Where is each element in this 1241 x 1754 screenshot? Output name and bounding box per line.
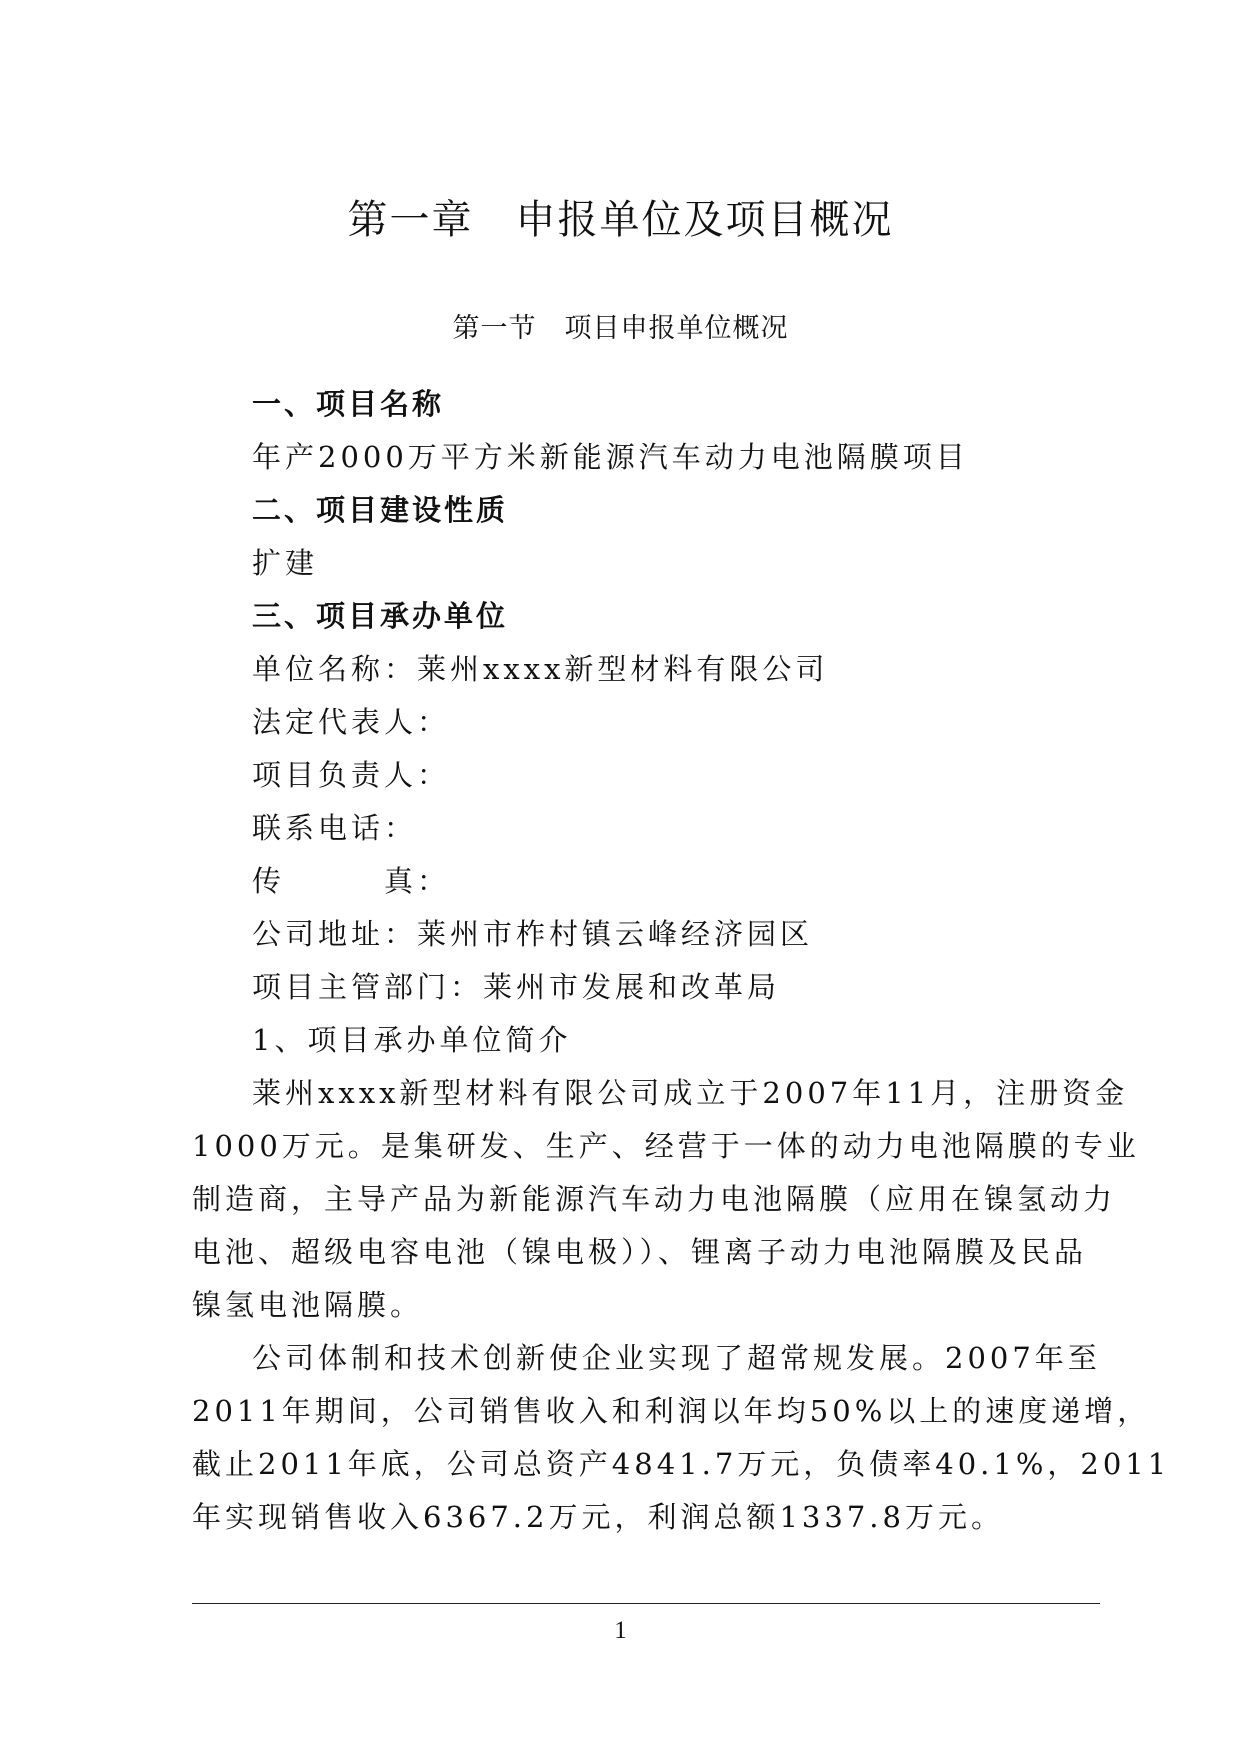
page-number: 1 bbox=[614, 1617, 627, 1644]
field-address: 公司地址：莱州市柞村镇云峰经济园区 bbox=[252, 917, 814, 951]
paragraph-2-line: 公司体制和技术创新使企业实现了超常规发展。2007年至 bbox=[252, 1341, 1101, 1375]
paragraph-2-line: 截止2011年底，公司总资产4841.7万元，负债率40.1%，2011 bbox=[192, 1447, 1171, 1481]
paragraph-1-line: 1000万元。是集研发、生产、经营于一体的动力电池隔膜的专业 bbox=[192, 1129, 1140, 1163]
paragraph-1-line: 镍氢电池隔膜。 bbox=[192, 1288, 424, 1322]
field-company-name: 单位名称：莱州xxxx新型材料有限公司 bbox=[252, 652, 829, 686]
field-authority: 项目主管部门：莱州市发展和改革局 bbox=[252, 970, 781, 1004]
paragraph-2-line: 年实现销售收入6367.2万元，利润总额1337.8万元。 bbox=[192, 1500, 1004, 1534]
project-organizer-heading: 三、项目承办单位 bbox=[252, 599, 509, 633]
field-legal-representative: 法定代表人： bbox=[252, 705, 451, 739]
paragraph-1-line: 莱州xxxx新型材料有限公司成立于2007年11月，注册资金 bbox=[252, 1076, 1129, 1110]
paragraph-1-line: 电池、超级电容电池（镍电极））、锂离子动力电池隔膜及民品 bbox=[192, 1235, 1088, 1269]
paragraph-2-line: 2011年期间，公司销售收入和利润以年均50%以上的速度递增， bbox=[192, 1394, 1151, 1428]
section-title: 第一节 项目申报单位概况 bbox=[452, 313, 789, 344]
field-project-lead: 项目负责人： bbox=[252, 758, 451, 792]
project-nature-heading: 二、项目建设性质 bbox=[252, 493, 509, 527]
project-nature-value: 扩建 bbox=[252, 546, 319, 580]
paragraph-1-line: 制造商，主导产品为新能源汽车动力电池隔膜（应用在镍氢动力 bbox=[192, 1182, 1117, 1216]
project-name-heading: 一、项目名称 bbox=[252, 387, 445, 421]
chapter-title: 第一章 申报单位及项目概况 bbox=[347, 197, 894, 243]
project-name-value: 年产2000万平方米新能源汽车动力电池隔膜项目 bbox=[252, 440, 969, 474]
field-fax: 传 真： bbox=[252, 864, 451, 898]
intro-heading: 1、项目承办单位简介 bbox=[252, 1023, 572, 1057]
footer-rule bbox=[192, 1603, 1100, 1604]
field-phone: 联系电话： bbox=[252, 811, 418, 845]
